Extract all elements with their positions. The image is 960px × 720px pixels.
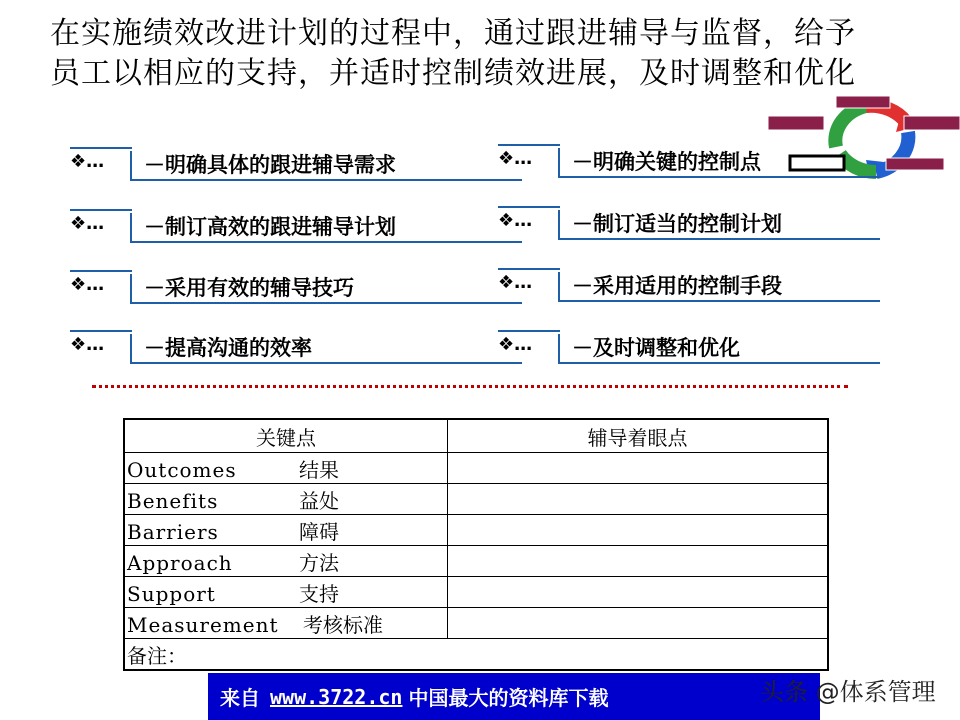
diamond-bullet-icon: ❖… [70,334,105,355]
diamond-bullet-icon: ❖… [498,272,533,293]
note-label: 备注： [124,639,828,671]
left-item-label: －明确具体的跟进辅导需求 [144,153,396,177]
left-item-label: －制订高效的跟进辅导计划 [144,215,396,239]
row-en-label: Outcomes [127,457,237,482]
row-zh-label: 益处 [299,488,339,513]
right-item-label: －采用适用的控制手段 [572,274,782,298]
key-points-table [123,418,829,671]
table-cell-empty [448,608,829,639]
dotted-divider [92,385,848,388]
table-row [124,484,828,515]
footer-suffix: 中国最大的资料库下载 [408,686,609,710]
table-cell-empty [448,515,829,546]
diamond-bullet-icon: ❖… [70,151,105,172]
title-line-2: 员工以相应的支持，并适时控制绩效进展，及时调整和优化 [50,56,856,91]
cycle-arrows-icon [766,92,960,182]
row-zh-label: 方法 [299,550,339,575]
row-zh-label: 障碍 [299,519,339,544]
table-row [124,577,828,608]
table-row [124,453,828,484]
diamond-bullet-icon: ❖… [498,334,533,355]
footer-link[interactable]: www.3722.cn [270,684,403,709]
row-zh-label: 结果 [299,457,339,482]
diamond-bullet-icon: ❖… [70,213,105,234]
row-en-label: Barriers [127,519,219,544]
row-en-label: Support [127,581,216,606]
left-item-label: －采用有效的辅导技巧 [144,276,354,300]
row-zh-label: 考核标准 [303,612,383,637]
footer-prefix: 来自 [220,686,260,710]
row-zh-label: 支持 [299,581,339,606]
table-row [124,608,828,639]
table-cell-empty [448,453,829,484]
table-cell-empty [448,577,829,608]
title-line-1: 在实施绩效改进计划的过程中，通过跟进辅导与监督，给予 [50,16,856,51]
diamond-bullet-icon: ❖… [498,148,533,169]
table-cell-empty [448,484,829,515]
footer-banner [208,673,820,720]
header-key-points: 关键点 [124,419,448,453]
right-item-label: －及时调整和优化 [572,336,740,360]
row-en-label: Measurement [127,612,279,637]
watermark: 头条 @体系管理 [760,678,936,706]
left-item-label: －提高沟通的效率 [144,336,312,360]
diamond-bullet-icon: ❖… [70,274,105,295]
table-header-row [124,419,828,453]
table-cell-empty [448,546,829,577]
table-row [124,546,828,577]
page-title [50,14,910,94]
row-en-label: Approach [127,550,233,575]
diamond-bullet-icon: ❖… [498,210,533,231]
table-note-row [124,639,828,671]
table-row [124,515,828,546]
row-en-label: Benefits [127,488,219,513]
right-item-label: －制订适当的控制计划 [572,212,782,236]
header-coaching-focus: 辅导着眼点 [448,419,829,453]
right-item-label: －明确关键的控制点 [572,150,761,174]
